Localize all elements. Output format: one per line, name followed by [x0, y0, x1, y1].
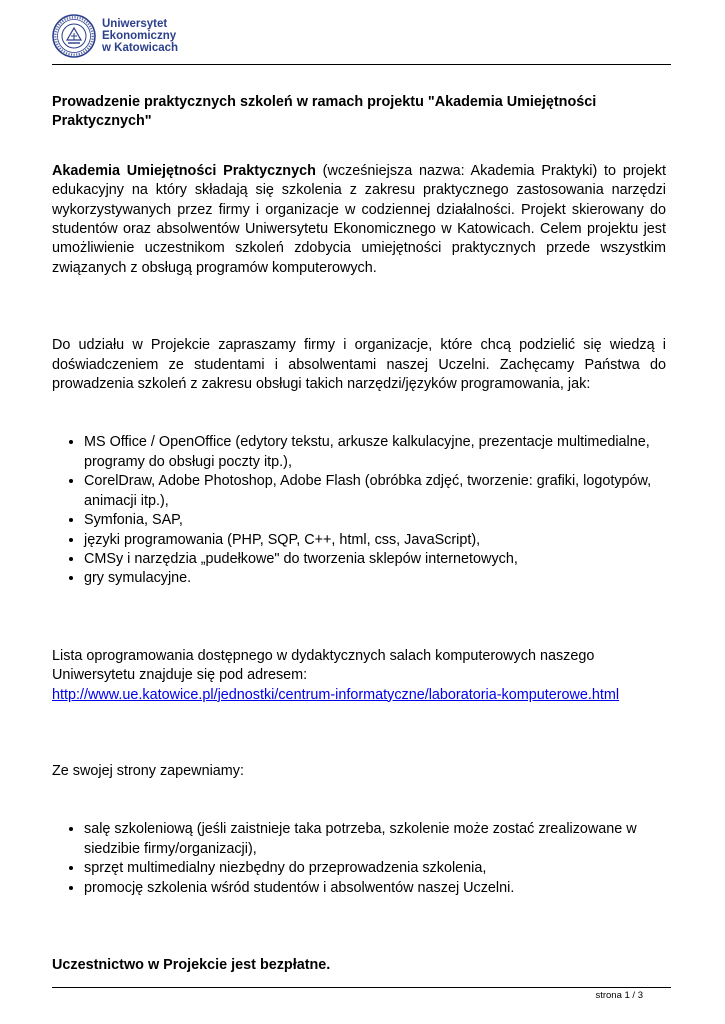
tools-list: [52, 433, 666, 588]
invite-paragraph: Do udziału w Projekcie zapraszamy firmy i organizacje, które chcą podzielić się wiedzą i doświadczeniem ze studentami i absolwentami naszej Uczelni. Zachęcamy Państwa do prowadzenia szkoleń z zakresu obsługi takich narzędzi/języków programowania, jak:: [52, 337, 666, 393]
page-title: Prowadzenie praktycznych szkoleń w ramach projektu "Akademia Umiejętności Praktycznych": [52, 94, 597, 130]
guarantees-list: [52, 820, 666, 898]
software-text: Lista oprogramowania dostępnego w dydaktycznych salach komputerowych naszego Uniwersytetu znajduje się pod adresem:: [52, 647, 595, 684]
software-list-link[interactable]: http://www.ue.katowice.pl/jednostki/centrum-informatyczne/laboratoria-komputerowe.html: [52, 686, 620, 703]
logo-line-1: Uniwersytet: [102, 18, 168, 30]
list-item: • CMSy i narzędzia „pudełkowe" do tworzenia sklepów internetowych,: [84, 550, 666, 569]
list-item: • promocję szkolenia wśród studentów i absolwentów naszej Uczelni.: [84, 879, 666, 898]
list-item: • Symfonia, SAP,: [84, 511, 666, 530]
free-participation-note: Uczestnictwo w Projekcie jest bezpłatne.: [52, 956, 331, 973]
header-divider: [52, 64, 671, 65]
project-name: Akademia Umiejętności Praktycznych: [52, 162, 316, 179]
university-name: [102, 18, 178, 54]
list-item: • języki programowania (PHP, SQP, C++, html, css, JavaScript),: [84, 531, 666, 550]
logo-line-3: w Katowicach: [102, 42, 179, 54]
guarantee-intro: Ze swojej strony zapewniamy:: [52, 762, 244, 779]
page-number: strona 1 / 3: [595, 990, 643, 1001]
footer-divider: [52, 987, 671, 988]
list-item: • gry symulacyjne.: [84, 569, 666, 588]
university-logo: [52, 14, 178, 58]
logo-line-2: Ekonomiczny: [102, 30, 177, 42]
list-item: • MS Office / OpenOffice (edytory tekstu, arkusze kalkulacyjne, prezentacje multimedialne, programy do obsługi poczty itp.),: [84, 433, 666, 472]
list-item: • salę szkoleniową (jeśli zaistnieje taka potrzeba, szkolenie może zostać zrealizowane w siedzibie firmy/organizacji),: [84, 820, 666, 859]
software-paragraph: [52, 647, 666, 705]
list-item: • sprzęt multimedialny niezbędny do przeprowadzenia szkolenia,: [84, 859, 666, 878]
intro-paragraph: [52, 162, 666, 278]
university-seal-icon: [52, 14, 96, 58]
article-body: [52, 93, 666, 975]
intro-text: (wcześniejsza nazwa: Akademia Praktyki) to projekt edukacyjny na który składają się szkolenia z zakresu praktycznego zastosowania narzędzi wykorzystywanych przez firmy i organizacje w codziennej działalności. Projekt skierowany do studentów oraz absolwentów Uniwersytetu Ekonomicznego w Katowicach. Celem projektu jest umożliwienie uczestnikom szkoleń zdobycia umiejętności praktycznych przede wszystkim związanych z obsługą programów komputerowych.: [52, 162, 667, 276]
list-item: • CorelDraw, Adobe Photoshop, Adobe Flash (obróbka zdjęć, tworzenie: grafiki, logotypów, animacji itp.),: [84, 472, 666, 511]
